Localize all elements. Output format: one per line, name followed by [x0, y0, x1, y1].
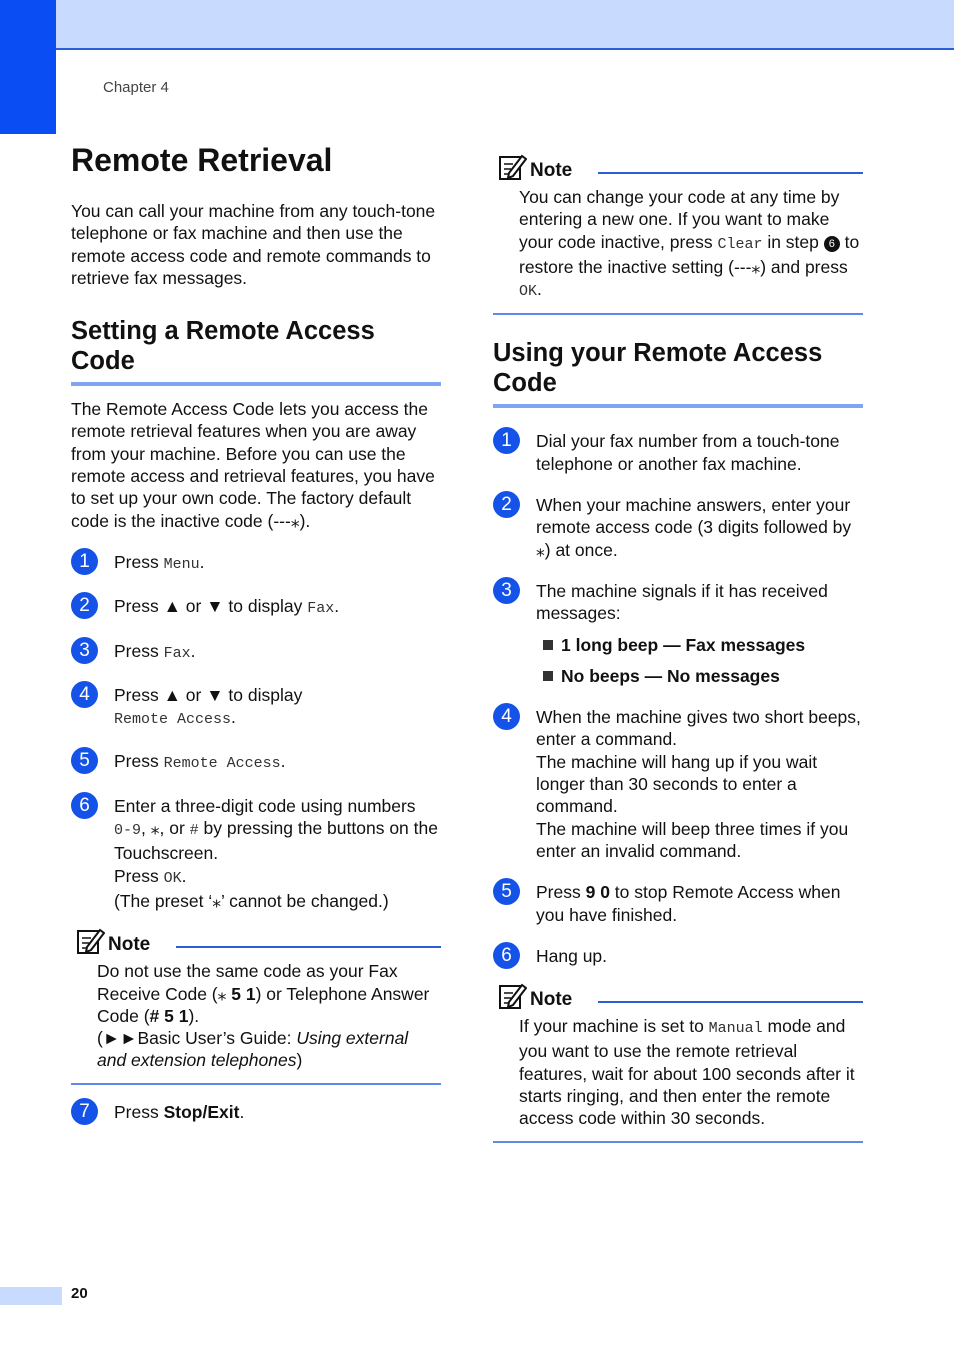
lcd-text: Fax: [163, 644, 191, 662]
step-number-badge: 1: [71, 548, 98, 575]
note-text: You can change your code at any time by entering a new one. If you want to make your code inactive, press Clear in step 6 to restore the inactive setting (---⁎) and press OK.: [519, 187, 860, 301]
header-band: [56, 0, 954, 50]
step-5: 5 Press Remote Access.: [71, 750, 441, 775]
note-title: Note: [108, 934, 151, 956]
note-rule: [598, 172, 863, 174]
page-number: 20: [71, 1285, 88, 1302]
chapter-color-tab: [0, 0, 56, 134]
step-7: 7 Press Stop/Exit.: [71, 1101, 441, 1123]
step-number-badge: 3: [493, 577, 520, 604]
step-number-badge: 3: [71, 637, 98, 664]
section-title-setting: Setting a Remote Access Code: [71, 316, 441, 386]
step-4: 4 When the machine gives two short beeps, enter a command. The machine will hang up if you wait longer than 30 seconds to enter a command. The machine will beep three times if you enter an invalid command.: [493, 706, 863, 862]
step-number-badge: 6: [71, 792, 98, 819]
lcd-text: Menu: [163, 555, 200, 573]
right-column: [493, 150, 863, 1143]
step-6: 6 Hang up.: [493, 945, 863, 967]
note-rule: [176, 946, 441, 948]
section-title-using: Using your Remote Access Code: [493, 338, 863, 408]
note-end-rule: [493, 1141, 863, 1143]
note-title: Note: [530, 160, 573, 181]
step-reference-badge: 6: [824, 236, 840, 252]
step-6: 6 Enter a three-digit code using numbers 0-9, ⁎, or # by pressing the buttons on the Touchscreen. Press OK. (The preset ‘⁎’ cannot be changed.): [71, 795, 441, 912]
step-3: 3 Press Fax.: [71, 640, 441, 665]
step-number-badge: 2: [71, 592, 98, 619]
step-2: 2 When your machine answers, enter your remote access code (3 digits followed by ⁎) at once.: [493, 494, 863, 561]
note-title: Note: [530, 989, 573, 1011]
note-rule: [598, 1001, 863, 1003]
step-number-badge: 7: [71, 1098, 98, 1125]
step-number-badge: 4: [71, 681, 98, 708]
lcd-text: Fax: [307, 600, 335, 618]
note-box: [71, 924, 441, 1084]
step-number-badge: 2: [493, 491, 520, 518]
note-box: [493, 150, 863, 315]
lcd-text: Remote Access: [114, 711, 232, 729]
page-tab: [0, 1287, 62, 1305]
step-1: 1 Press Menu.: [71, 551, 441, 576]
step-number-badge: 4: [493, 703, 520, 730]
section-intro: The Remote Access Code lets you access the remote retrieval features when you are away from your machine. Before you can use the remote access and retrieval features, you have to set up your own code. The factory default code is the inactive code (---⁎).: [71, 399, 435, 531]
step-5: 5 Press 9 0 to stop Remote Access when you have finished.: [493, 881, 863, 926]
note-pencil-icon: [497, 981, 527, 1011]
note-box: [493, 979, 863, 1142]
left-column: [71, 140, 441, 1123]
step-number-badge: 5: [493, 878, 520, 905]
bullet-item: 1 long beep — Fax messages: [493, 634, 863, 656]
note-text: If your machine is set to Manual mode and you want to use the remote retrieval features, wait for about 100 seconds after it starts ringing, and then enter the remote access code within 30 seconds.: [519, 1016, 855, 1129]
step-number-badge: 1: [493, 427, 520, 454]
step-number-badge: 6: [493, 942, 520, 969]
bullet-item: No beeps — No messages: [493, 665, 863, 687]
step-number-badge: 5: [71, 747, 98, 774]
step-4: 4 Press ▲ or ▼ to display Remote Access.: [71, 684, 441, 732]
intro-paragraph: You can call your machine from any touch-tone telephone or fax machine and then use the remote access code and remote commands to retrieve fax messages.: [71, 201, 436, 288]
step-1: 1 Dial your fax number from a touch-tone telephone or another fax machine.: [493, 430, 863, 475]
step-3: 3 The machine signals if it has received messages:: [493, 580, 863, 625]
note-pencil-icon: [497, 152, 527, 182]
page-title: Remote Retrieval: [71, 142, 333, 178]
note-pencil-icon: [75, 926, 105, 956]
chapter-label: Chapter 4: [103, 79, 169, 96]
lcd-text: Remote Access: [163, 755, 281, 773]
note-end-rule: [71, 1083, 441, 1085]
step-2: 2 Press ▲ or ▼ to display Fax.: [71, 595, 441, 620]
note-text: Do not use the same code as your Fax Receive Code (⁎ 5 1) or Telephone Answer Code (# 5 1). (►►Basic User’s Guide: Using external and extension telephones): [97, 961, 430, 1071]
note-end-rule: [493, 313, 863, 315]
